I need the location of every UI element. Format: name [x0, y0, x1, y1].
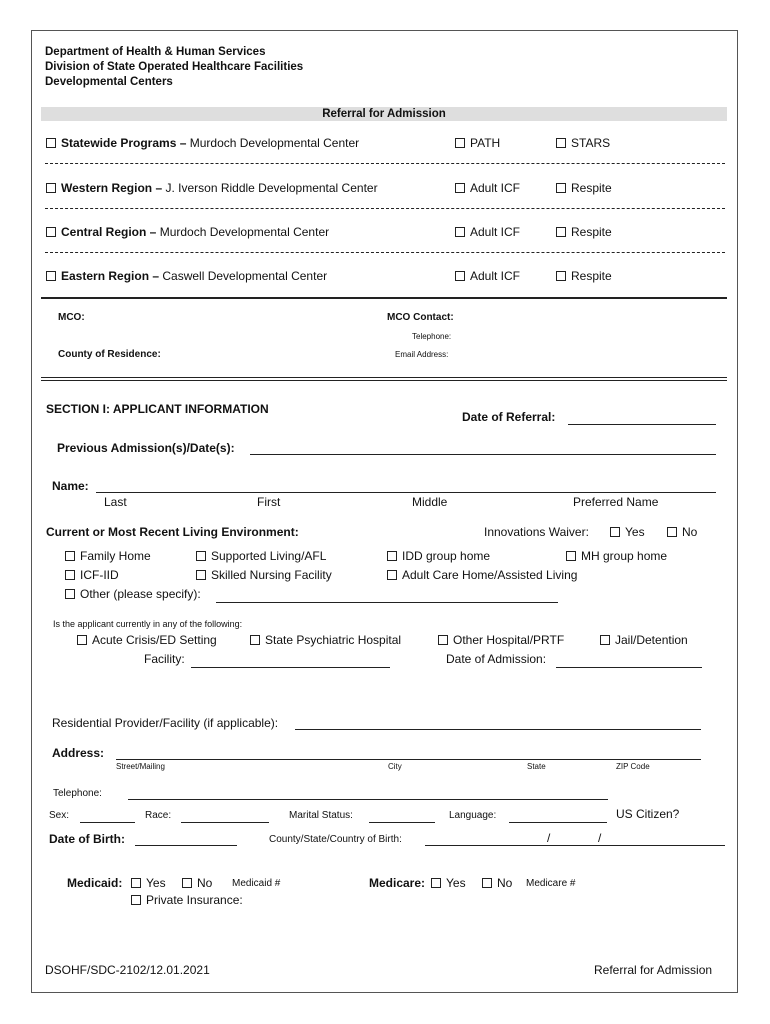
city-caption: City [388, 762, 402, 771]
form-id: DSOHF/SDC-2102/12.01.2021 [45, 963, 210, 977]
eastern-respite-checkbox[interactable] [556, 271, 566, 281]
residential-provider-input[interactable] [295, 729, 701, 730]
central-checkbox[interactable] [46, 227, 56, 237]
eastern-adult-icf-checkbox[interactable] [455, 271, 465, 281]
idd-group-home-option[interactable]: IDD group home [387, 549, 490, 563]
sex-label: Sex: [49, 810, 70, 821]
waiver-no-checkbox[interactable] [667, 527, 677, 537]
name-input[interactable] [96, 492, 716, 493]
path-checkbox[interactable] [455, 138, 465, 148]
private-insurance-option[interactable]: Private Insurance: [131, 893, 243, 907]
jail-checkbox[interactable] [600, 635, 610, 645]
skilled-nursing-checkbox[interactable] [196, 570, 206, 580]
facility-input[interactable] [191, 667, 390, 668]
double-rule-top [41, 377, 727, 378]
date-referral-input[interactable] [568, 424, 716, 425]
jail-option[interactable]: Jail/Detention [600, 633, 688, 647]
form-page-border [31, 30, 738, 993]
facility-label: Facility: [144, 652, 185, 666]
central-adult-icf-option[interactable]: Adult ICF [455, 225, 520, 239]
date-referral-label: Date of Referral: [462, 410, 556, 424]
medicare-label: Medicare: [369, 876, 426, 890]
medicaid-label: Medicaid: [67, 876, 123, 890]
supported-living-checkbox[interactable] [196, 551, 206, 561]
medicare-no-option[interactable]: No [482, 876, 512, 890]
race-label: Race: [145, 810, 172, 821]
marital-status-label: Marital Status: [289, 810, 353, 821]
waiver-yes-option[interactable]: Yes [610, 525, 645, 539]
adult-care-home-option[interactable]: Adult Care Home/Assisted Living [387, 568, 577, 582]
date-admission-input[interactable] [556, 667, 702, 668]
address-label: Address: [52, 746, 105, 760]
acute-crisis-option[interactable]: Acute Crisis/ED Setting [77, 633, 217, 647]
birth-place-separator: / [547, 831, 551, 845]
medicaid-yes-checkbox[interactable] [131, 878, 141, 888]
currently-in-label: Is the applicant currently in any of the following: [53, 619, 243, 629]
medicaid-yes-option[interactable]: Yes [131, 876, 166, 890]
section-heading: SECTION I: APPLICANT INFORMATION [46, 402, 269, 416]
form-name-footer: Referral for Admission [594, 963, 713, 977]
birth-place-separator: / [598, 831, 602, 845]
waiver-yes-checkbox[interactable] [610, 527, 620, 537]
divider [45, 208, 725, 209]
birth-place-label: County/State/Country of Birth: [269, 834, 402, 845]
other-living-checkbox[interactable] [65, 589, 75, 599]
language-input[interactable] [509, 822, 607, 823]
medicaid-no-checkbox[interactable] [182, 878, 192, 888]
division-name: Division of State Operated Healthcare Facilities [45, 61, 304, 73]
sex-input[interactable] [80, 822, 135, 823]
zip-caption: ZIP Code [616, 762, 650, 771]
previous-admission-input[interactable] [250, 454, 716, 455]
name-middle-caption: Middle [412, 495, 448, 509]
stars-checkbox[interactable] [556, 138, 566, 148]
western-adult-icf-checkbox[interactable] [455, 183, 465, 193]
double-rule-bottom [41, 380, 727, 381]
skilled-nursing-option[interactable]: Skilled Nursing Facility [196, 568, 332, 582]
other-living-option[interactable]: Other (please specify): [65, 587, 201, 601]
western-respite-checkbox[interactable] [556, 183, 566, 193]
street-caption: Street/Mailing [116, 762, 165, 771]
program-row-western: Western Region – J. Iverson Riddle Developmental Center [46, 181, 378, 195]
statewide-checkbox[interactable] [46, 138, 56, 148]
idd-group-home-checkbox[interactable] [387, 551, 397, 561]
telephone-label: Telephone: [53, 788, 102, 799]
eastern-adult-icf-option[interactable]: Adult ICF [455, 269, 520, 283]
mco-contact-label: MCO Contact: [387, 312, 454, 323]
mco-telephone-label: Telephone: [412, 332, 452, 341]
state-caption: State [527, 762, 546, 771]
supported-living-option[interactable]: Supported Living/AFL [196, 549, 326, 563]
dept-name: Department of Health & Human Services [45, 46, 266, 58]
name-first-caption: First [257, 495, 281, 509]
name-preferred-caption: Preferred Name [573, 495, 659, 509]
dob-label: Date of Birth: [49, 832, 125, 846]
residential-provider-label: Residential Provider/Facility (if applicable): [52, 716, 279, 730]
medicaid-number-label: Medicaid # [232, 878, 281, 889]
medicaid-no-option[interactable]: No [182, 876, 212, 890]
divider [45, 252, 725, 253]
medicare-yes-option[interactable]: Yes [431, 876, 466, 890]
address-input[interactable] [116, 759, 701, 760]
name-label: Name: [52, 479, 89, 493]
western-adult-icf-option[interactable]: Adult ICF [455, 181, 520, 195]
county-label: County of Residence: [58, 349, 161, 360]
acute-crisis-checkbox[interactable] [77, 635, 87, 645]
central-respite-option[interactable]: Respite [556, 225, 612, 239]
mh-group-home-option[interactable]: MH group home [566, 549, 667, 563]
previous-admission-label: Previous Admission(s)/Date(s): [57, 441, 235, 455]
waiver-no-option[interactable]: No [667, 525, 697, 539]
date-admission-label: Date of Admission: [446, 652, 547, 666]
mco-email-label: Email Address: [395, 350, 449, 359]
innovations-waiver-label: Innovations Waiver: [484, 525, 589, 539]
program-row-eastern: Eastern Region – Caswell Developmental Center [46, 269, 327, 283]
state-psych-checkbox[interactable] [250, 635, 260, 645]
other-hospital-checkbox[interactable] [438, 635, 448, 645]
icf-iid-checkbox[interactable] [65, 570, 75, 580]
other-hospital-option[interactable]: Other Hospital/PRTF [438, 633, 564, 647]
us-citizen-label: US Citizen? [616, 807, 680, 821]
living-env-label: Current or Most Recent Living Environment: [46, 525, 299, 539]
family-home-checkbox[interactable] [65, 551, 75, 561]
medicare-yes-checkbox[interactable] [431, 878, 441, 888]
birth-place-input[interactable] [425, 845, 725, 846]
family-home-option[interactable]: Family Home [65, 549, 151, 563]
program-row-statewide: Statewide Programs – Murdoch Developmental Center [46, 136, 359, 150]
stars-option[interactable]: STARS [556, 136, 610, 150]
mco-label: MCO: [58, 312, 85, 323]
icf-iid-option[interactable]: ICF-IID [65, 568, 119, 582]
central-adult-icf-checkbox[interactable] [455, 227, 465, 237]
western-checkbox[interactable] [46, 183, 56, 193]
divider [45, 163, 725, 164]
telephone-input[interactable] [128, 799, 608, 800]
centers-name: Developmental Centers [45, 76, 173, 88]
language-label: Language: [449, 810, 497, 821]
other-living-input[interactable] [216, 602, 558, 603]
path-option[interactable]: PATH [455, 136, 500, 150]
private-insurance-checkbox[interactable] [131, 895, 141, 905]
central-respite-checkbox[interactable] [556, 227, 566, 237]
section-divider [41, 297, 727, 299]
adult-care-home-checkbox[interactable] [387, 570, 397, 580]
program-row-central: Central Region – Murdoch Developmental Center [46, 225, 329, 239]
marital-status-input[interactable] [369, 822, 435, 823]
eastern-checkbox[interactable] [46, 271, 56, 281]
name-last-caption: Last [104, 495, 127, 509]
medicare-no-checkbox[interactable] [482, 878, 492, 888]
medicare-number-label: Medicare # [526, 878, 576, 889]
mh-group-home-checkbox[interactable] [566, 551, 576, 561]
western-respite-option[interactable]: Respite [556, 181, 612, 195]
dob-input[interactable] [135, 845, 237, 846]
form-title: Referral for Admission [41, 107, 727, 121]
eastern-respite-option[interactable]: Respite [556, 269, 612, 283]
race-input[interactable] [181, 822, 269, 823]
state-psych-option[interactable]: State Psychiatric Hospital [250, 633, 401, 647]
